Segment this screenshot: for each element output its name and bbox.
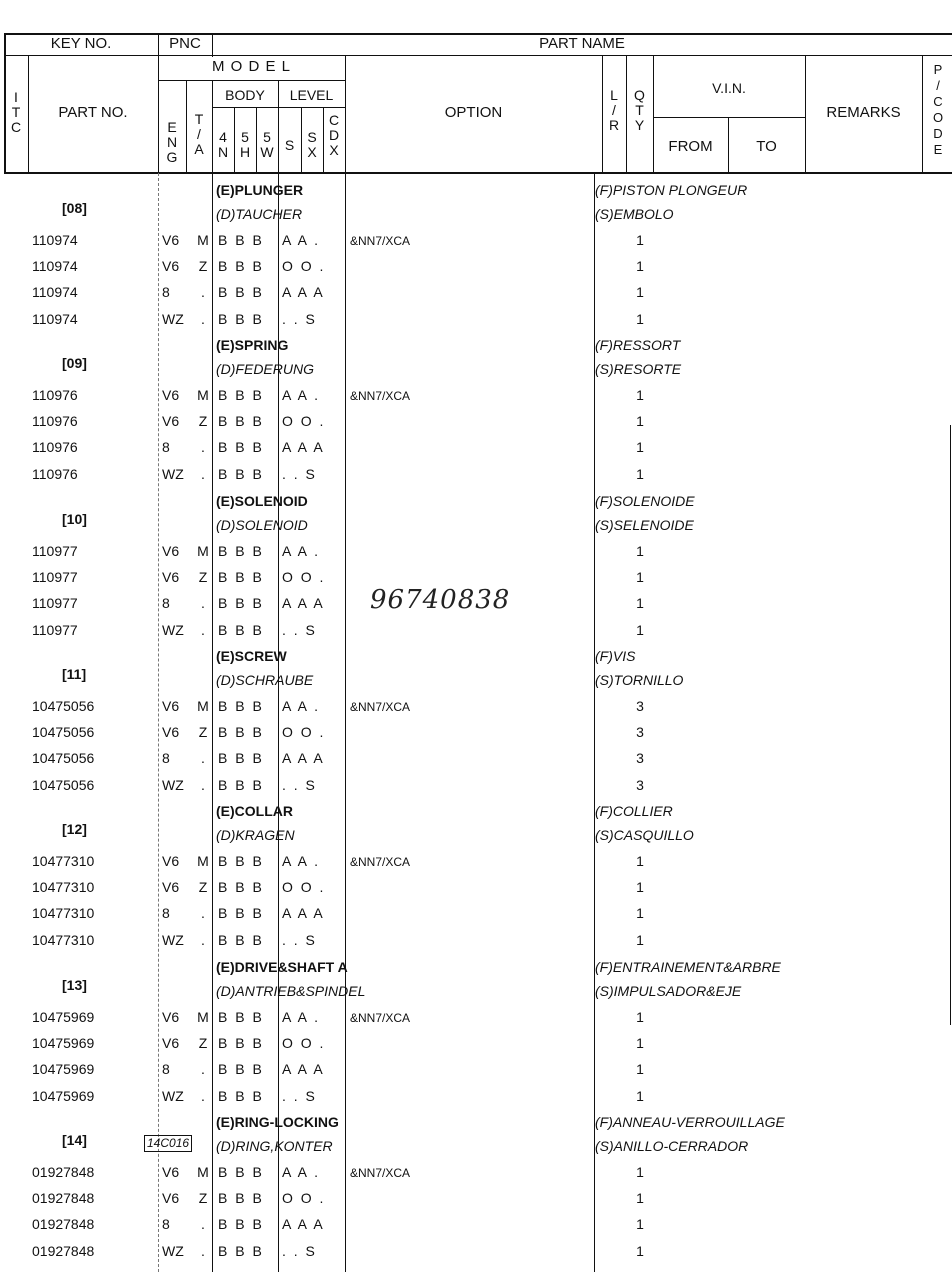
- level-col-s: [278, 138, 301, 153]
- ta-code: .: [201, 1243, 205, 1259]
- ta-header: [188, 112, 210, 157]
- part-number: 110974: [32, 258, 78, 274]
- quantity: 1: [636, 1164, 644, 1180]
- ta-code: .: [201, 932, 205, 948]
- ta-letter-1: T: [194, 111, 204, 127]
- itc-letter-3: C: [10, 119, 22, 135]
- body-codes: B B B: [218, 724, 264, 740]
- part-number: 110977: [32, 569, 78, 585]
- key-number: [09]: [62, 355, 87, 371]
- quantity: 1: [636, 232, 644, 248]
- part-number: 10475969: [32, 1061, 95, 1077]
- vin-from-header: FROM: [668, 138, 713, 155]
- level-col-s-letter: S: [284, 137, 295, 153]
- eng-code: 8: [162, 595, 170, 611]
- part-name-french: (F)PISTON PLONGEUR: [595, 182, 748, 198]
- part-name-french: (F)RESSORT: [595, 337, 681, 353]
- level-header: LEVEL: [289, 87, 334, 103]
- eng-code: V6: [162, 413, 180, 429]
- quantity: 1: [636, 595, 644, 611]
- key-number: [13]: [62, 977, 87, 993]
- part-name-german: (D)FEDERUNG: [216, 361, 314, 377]
- qty-letter-2: T: [635, 102, 644, 118]
- eng-code: V6: [162, 1190, 180, 1206]
- level-col-sx: [301, 130, 323, 160]
- eng-code: V6: [162, 853, 180, 869]
- eng-code: WZ: [162, 932, 184, 948]
- body-guide-right: [950, 425, 951, 1025]
- part-number: 110974: [32, 311, 78, 327]
- eng-code: 8: [162, 284, 170, 300]
- part-number: 10475056: [32, 750, 95, 766]
- ta-code: M: [197, 232, 209, 248]
- quantity: 3: [636, 698, 644, 714]
- body-codes: B B B: [218, 311, 264, 327]
- part-name-spanish: (S)ANILLO-CERRADOR: [595, 1138, 749, 1154]
- header-div-pcode: [922, 55, 923, 173]
- eng-code: V6: [162, 1164, 180, 1180]
- level-codes: A A A: [282, 284, 325, 300]
- ta-code: .: [201, 1088, 205, 1104]
- ta-letter-3: A: [194, 141, 204, 157]
- ta-code: Z: [198, 413, 208, 429]
- level-col-cdx-2: D: [328, 127, 340, 143]
- eng-code: V6: [162, 569, 180, 585]
- level-codes: O O .: [282, 724, 326, 740]
- body-codes: B B B: [218, 1088, 264, 1104]
- part-number: 110974: [32, 232, 78, 248]
- part-number: 10475056: [32, 698, 95, 714]
- quantity: 1: [636, 932, 644, 948]
- part-number: 110976: [32, 439, 78, 455]
- ta-code: M: [197, 1009, 209, 1025]
- level-codes: . . S: [282, 777, 317, 793]
- body-codes: B B B: [218, 1190, 264, 1206]
- body-col-4n-top: 4: [219, 129, 227, 145]
- body-col-4n: [212, 130, 234, 160]
- part-number: 10475056: [32, 777, 95, 793]
- part-number: 110977: [32, 622, 78, 638]
- part-name-english: (E)PLUNGER: [216, 182, 304, 198]
- body-codes: B B B: [218, 595, 264, 611]
- ta-code: .: [201, 777, 205, 793]
- body-codes: B B B: [218, 1164, 264, 1180]
- lr-header: [602, 88, 626, 133]
- eng-code: V6: [162, 232, 180, 248]
- quantity: 1: [636, 1190, 644, 1206]
- body-codes: B B B: [218, 932, 264, 948]
- level-codes: A A A: [282, 750, 325, 766]
- key-number: [12]: [62, 821, 87, 837]
- level-codes: . . S: [282, 932, 317, 948]
- level-codes: . . S: [282, 1243, 317, 1259]
- ta-code: Z: [198, 569, 208, 585]
- pcode-letter-3: C: [933, 94, 943, 109]
- qty-letter-3: Y: [634, 117, 645, 133]
- eng-code: WZ: [162, 777, 184, 793]
- level-col-sx-bottom: X: [307, 144, 317, 160]
- level-col-cdx-3: X: [329, 142, 339, 158]
- ta-code: M: [197, 698, 209, 714]
- option-code: &NN7/XCA: [350, 389, 411, 403]
- part-name-french: (F)VIS: [595, 648, 636, 664]
- eng-code: WZ: [162, 466, 184, 482]
- header-bottom-border: [4, 172, 952, 174]
- part-name-french: (F)SOLENOIDE: [595, 493, 695, 509]
- level-codes: . . S: [282, 1088, 317, 1104]
- body-codes: B B B: [218, 1061, 264, 1077]
- level-codes: A A .: [282, 1009, 321, 1025]
- part-number: 10477310: [32, 932, 95, 948]
- body-codes: B B B: [218, 777, 264, 793]
- part-name-english: (E)COLLAR: [216, 803, 293, 819]
- ta-code: .: [201, 595, 205, 611]
- body-codes: B B B: [218, 387, 264, 403]
- eng-header: [160, 120, 184, 165]
- ta-code: .: [201, 439, 205, 455]
- quantity: 1: [636, 622, 644, 638]
- quantity: 1: [636, 439, 644, 455]
- body-codes: B B B: [218, 1216, 264, 1232]
- body-codes: B B B: [218, 905, 264, 921]
- body-codes: B B B: [218, 622, 264, 638]
- eng-code: V6: [162, 1035, 180, 1051]
- option-code: &NN7/XCA: [350, 855, 411, 869]
- body-codes: B B B: [218, 853, 264, 869]
- part-number: 110976: [32, 387, 78, 403]
- pnc-header: PNC: [169, 35, 201, 52]
- part-number: 110977: [32, 595, 78, 611]
- ta-code: M: [197, 1164, 209, 1180]
- part-number: 110976: [32, 413, 78, 429]
- body-guide-option: [345, 173, 346, 1272]
- lr-letter-1: L: [610, 87, 618, 103]
- quantity: 1: [636, 543, 644, 559]
- part-number: 10475056: [32, 724, 95, 740]
- body-codes: B B B: [218, 258, 264, 274]
- level-codes: . . S: [282, 466, 317, 482]
- qty-header: [626, 88, 653, 133]
- level-codes: A A .: [282, 232, 321, 248]
- quantity: 1: [636, 879, 644, 895]
- body-codes: B B B: [218, 879, 264, 895]
- option-header: OPTION: [444, 104, 503, 121]
- lr-letter-3: R: [608, 117, 620, 133]
- level-codes: A A A: [282, 905, 325, 921]
- handwritten-note: 96740838: [370, 585, 511, 615]
- header-div-vin: [653, 55, 654, 173]
- itc-letter-2: T: [11, 104, 21, 120]
- level-col-cdx-1: C: [328, 112, 340, 128]
- ta-code: .: [201, 466, 205, 482]
- part-name-header: PART NAME: [539, 35, 625, 52]
- option-code: &NN7/XCA: [350, 1011, 411, 1025]
- itc-header: [6, 90, 26, 135]
- pcode-letter-4: O: [932, 110, 944, 125]
- eng-code: V6: [162, 1009, 180, 1025]
- part-name-spanish: (S)IMPULSADOR&EJE: [595, 983, 742, 999]
- ta-code: M: [197, 543, 209, 559]
- model-header: M O D E L: [211, 58, 291, 75]
- part-name-spanish: (S)SELENOIDE: [595, 517, 694, 533]
- quantity: 1: [636, 466, 644, 482]
- header-row-divider: [4, 55, 952, 56]
- header-div-pnc: [158, 33, 159, 173]
- part-name-german: (D)TAUCHER: [216, 206, 303, 222]
- part-name-german: (D)SOLENOID: [216, 517, 308, 533]
- ta-code: M: [197, 387, 209, 403]
- quantity: 1: [636, 284, 644, 300]
- part-name-english: (E)SCREW: [216, 648, 287, 664]
- option-code: &NN7/XCA: [350, 700, 411, 714]
- body-col-5w-bottom: W: [260, 144, 274, 160]
- quantity: 1: [636, 311, 644, 327]
- level-codes: A A .: [282, 1164, 321, 1180]
- ta-code: Z: [198, 1035, 208, 1051]
- part-no-header: PART NO.: [58, 104, 128, 121]
- part-number: 01927848: [32, 1190, 95, 1206]
- ta-code: Z: [198, 258, 208, 274]
- ta-code: .: [201, 1061, 205, 1077]
- quantity: 1: [636, 387, 644, 403]
- quantity: 1: [636, 853, 644, 869]
- quantity: 1: [636, 1216, 644, 1232]
- eng-letter-2: N: [166, 134, 178, 150]
- part-name-german: (D)KRAGEN: [216, 827, 295, 843]
- level-codes: A A A: [282, 1216, 325, 1232]
- body-guide-pnc: [158, 173, 159, 1272]
- part-number: 10475969: [32, 1009, 95, 1025]
- pcode-letter-1: P: [933, 62, 943, 77]
- eng-code: V6: [162, 724, 180, 740]
- level-codes: O O .: [282, 569, 326, 585]
- pcode-letter-2: /: [936, 78, 940, 93]
- ta-code: Z: [198, 1190, 208, 1206]
- quantity: 1: [636, 1035, 644, 1051]
- eng-code: V6: [162, 879, 180, 895]
- body-codes: B B B: [218, 284, 264, 300]
- key-number: [11]: [62, 666, 87, 682]
- eng-code: V6: [162, 543, 180, 559]
- quantity: 1: [636, 258, 644, 274]
- level-codes: A A A: [282, 439, 325, 455]
- level-codes: A A A: [282, 1061, 325, 1077]
- eng-code: V6: [162, 387, 180, 403]
- body-header: BODY: [225, 87, 265, 103]
- eng-code: 8: [162, 1216, 170, 1232]
- quantity: 1: [636, 1088, 644, 1104]
- eng-code: 8: [162, 750, 170, 766]
- level-codes: A A .: [282, 853, 321, 869]
- ta-code: .: [201, 311, 205, 327]
- ta-code: .: [201, 750, 205, 766]
- part-number: 01927848: [32, 1216, 95, 1232]
- quantity: 1: [636, 569, 644, 585]
- level-codes: A A A: [282, 595, 325, 611]
- body-codes: B B B: [218, 543, 264, 559]
- lr-letter-2: /: [612, 102, 616, 118]
- part-name-english: (E)DRIVE&SHAFT A: [216, 959, 348, 975]
- eng-code: V6: [162, 258, 180, 274]
- part-name-german: (D)SCHRAUBE: [216, 672, 314, 688]
- eng-letter-3: G: [166, 149, 178, 165]
- quantity: 3: [636, 724, 644, 740]
- ta-code: Z: [198, 879, 208, 895]
- part-number: 10477310: [32, 853, 95, 869]
- key-number: [14]: [62, 1132, 87, 1148]
- level-codes: . . S: [282, 311, 317, 327]
- ta-code: .: [201, 905, 205, 921]
- vin-to-header: TO: [756, 138, 777, 155]
- part-number: 01927848: [32, 1243, 95, 1259]
- part-name-spanish: (S)CASQUILLO: [595, 827, 694, 843]
- part-name-spanish: (S)RESORTE: [595, 361, 682, 377]
- body-col-5h-bottom: H: [239, 144, 251, 160]
- option-code: &NN7/XCA: [350, 234, 411, 248]
- level-codes: O O .: [282, 1190, 326, 1206]
- part-number: 10475969: [32, 1088, 95, 1104]
- part-number: 110974: [32, 284, 78, 300]
- quantity: 1: [636, 1243, 644, 1259]
- level-codes: O O .: [282, 258, 326, 274]
- level-col-sx-top: S: [307, 129, 317, 145]
- level-codes: A A .: [282, 543, 321, 559]
- eng-code: V6: [162, 698, 180, 714]
- part-name-french: (F)ENTRAINEMENT&ARBRE: [595, 959, 781, 975]
- body-col-5h-top: 5: [241, 129, 249, 145]
- part-name-french: (F)COLLIER: [595, 803, 673, 819]
- part-name-english: (E)SOLENOID: [216, 493, 308, 509]
- part-name-french: (F)ANNEAU-VERROUILLAGE: [595, 1114, 785, 1130]
- body-codes: B B B: [218, 1035, 264, 1051]
- pcode-header: [926, 62, 950, 158]
- eng-code: 8: [162, 1061, 170, 1077]
- eng-code: WZ: [162, 311, 184, 327]
- body-codes: B B B: [218, 1243, 264, 1259]
- remarks-header: REMARKS: [826, 104, 901, 121]
- level-codes: O O .: [282, 879, 326, 895]
- level-codes: O O .: [282, 413, 326, 429]
- body-codes: B B B: [218, 1009, 264, 1025]
- ta-code: .: [201, 622, 205, 638]
- part-number: 01927848: [32, 1164, 95, 1180]
- eng-code: WZ: [162, 1243, 184, 1259]
- ta-code: .: [201, 284, 205, 300]
- body-col-5w: [256, 130, 278, 160]
- quantity: 1: [636, 413, 644, 429]
- itc-letter-1: I: [14, 89, 18, 105]
- body-codes: B B B: [218, 232, 264, 248]
- part-name-english: (E)SPRING: [216, 337, 289, 353]
- body-codes: B B B: [218, 466, 264, 482]
- pnc-code: 14C016: [144, 1135, 192, 1152]
- key-number: [10]: [62, 511, 87, 527]
- part-name-spanish: (S)EMBOLO: [595, 206, 674, 222]
- part-number: 110976: [32, 466, 78, 482]
- quantity: 3: [636, 750, 644, 766]
- level-codes: A A .: [282, 698, 321, 714]
- key-number: [08]: [62, 200, 87, 216]
- level-codes: . . S: [282, 622, 317, 638]
- eng-code: 8: [162, 439, 170, 455]
- eng-letter-1: E: [167, 119, 177, 135]
- body-codes: B B B: [218, 569, 264, 585]
- pcode-letter-5: D: [933, 126, 943, 141]
- quantity: 1: [636, 1009, 644, 1025]
- quantity: 3: [636, 777, 644, 793]
- level-col-cdx: [323, 113, 345, 158]
- body-col-5w-top: 5: [263, 129, 271, 145]
- ta-code: M: [197, 853, 209, 869]
- quantity: 1: [636, 1061, 644, 1077]
- part-number: 10475969: [32, 1035, 95, 1051]
- eng-ta-divider: [186, 80, 187, 173]
- part-name-english: (E)RING-LOCKING: [216, 1114, 339, 1130]
- option-code: &NN7/XCA: [350, 1166, 411, 1180]
- level-codes: A A .: [282, 387, 321, 403]
- eng-code: 8: [162, 905, 170, 921]
- vin-header: V.I.N.: [712, 80, 746, 96]
- part-number: 10477310: [32, 905, 95, 921]
- qty-letter-1: Q: [634, 87, 645, 103]
- part-number: 110977: [32, 543, 78, 559]
- body-guide-body: [212, 173, 213, 1272]
- eng-code: WZ: [162, 1088, 184, 1104]
- part-name-spanish: (S)TORNILLO: [595, 672, 684, 688]
- part-name-german: (D)RING,KONTER: [216, 1138, 333, 1154]
- ta-letter-2: /: [197, 126, 201, 142]
- vin-divider: [653, 117, 805, 118]
- body-codes: B B B: [218, 413, 264, 429]
- body-codes: B B B: [218, 439, 264, 455]
- ta-code: Z: [198, 724, 208, 740]
- body-col-4n-bottom: N: [217, 144, 229, 160]
- level-codes: O O .: [282, 1035, 326, 1051]
- body-codes: B B B: [218, 698, 264, 714]
- quantity: 1: [636, 905, 644, 921]
- body-codes: B B B: [218, 750, 264, 766]
- ta-code: .: [201, 1216, 205, 1232]
- key-no-header: KEY NO.: [50, 35, 112, 52]
- pcode-letter-6: E: [933, 142, 943, 157]
- eng-code: WZ: [162, 622, 184, 638]
- body-col-5h: [234, 130, 256, 160]
- part-number: 10477310: [32, 879, 95, 895]
- part-name-german: (D)ANTRIEB&SPINDEL: [216, 983, 366, 999]
